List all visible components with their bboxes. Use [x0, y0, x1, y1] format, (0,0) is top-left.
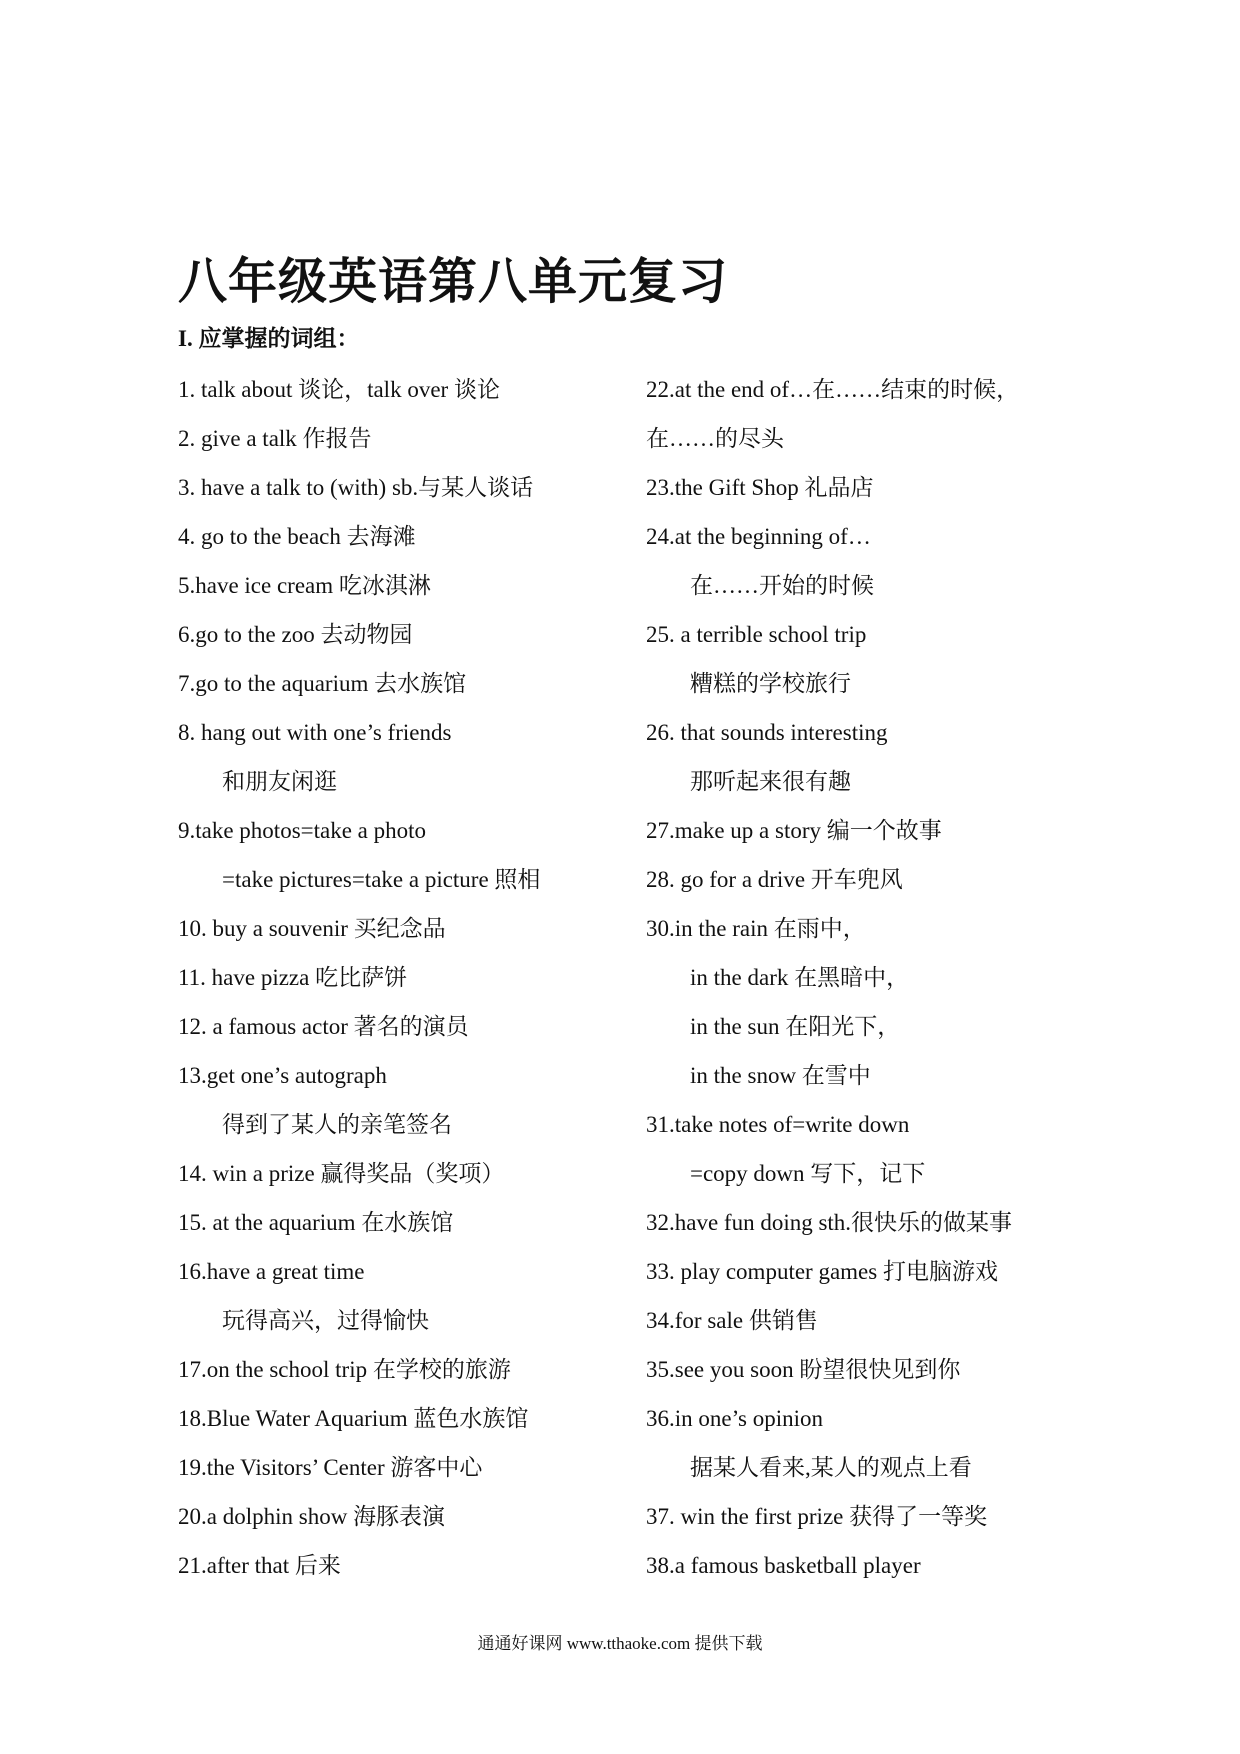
phrase-line: 得到了某人的亲笔签名	[222, 1112, 452, 1137]
phrase-line: 11. have pizza 吃比萨饼	[178, 965, 408, 990]
phrase-line: 28. go for a drive 开车兜风	[646, 867, 903, 892]
phrase-line: 37. win the first prize 获得了一等奖	[646, 1504, 988, 1529]
page-footer: 通通好课网 www.tthaoke.com 提供下载	[477, 1634, 763, 1653]
phrase-line: 21.after that 后来	[178, 1553, 341, 1578]
phrase-line: in the snow 在雪中	[690, 1063, 871, 1088]
phrase-line: 25. a terrible school trip	[646, 622, 867, 647]
phrase-line: 据某人看来,某人的观点上看	[690, 1455, 972, 1480]
phrase-line: 30.in the rain 在雨中，	[646, 916, 866, 941]
phrase-line: 16.have a great time	[178, 1259, 365, 1284]
phrase-line: 玩得高兴，过得愉快	[222, 1308, 429, 1333]
phrase-line: 31.take notes of=write down	[646, 1112, 910, 1137]
phrase-line: 12. a famous actor 著名的演员	[178, 1014, 469, 1039]
phrase-line: 32.have fun doing sth.很快乐的做某事	[646, 1210, 1013, 1235]
phrase-line: in the dark 在黑暗中，	[690, 965, 910, 990]
phrase-line: 9.take photos=take a photo	[178, 818, 427, 843]
phrase-line: 35.see you soon 盼望很快见到你	[646, 1357, 961, 1382]
phrase-line: 19.the Visitors’ Center 游客中心	[178, 1455, 483, 1480]
phrase-line: 15. at the aquarium 在水族馆	[178, 1210, 454, 1235]
phrase-line: 20.a dolphin show 海豚表演	[178, 1504, 446, 1529]
phrase-list-right	[646, 368, 1116, 1593]
phrase-line: in the sun 在阳光下，	[690, 1014, 901, 1039]
phrase-line: 在……的尽头	[646, 426, 784, 451]
phrase-line: 7.go to the aquarium 去水族馆	[178, 671, 467, 696]
phrase-line: 10. buy a souvenir 买纪念品	[178, 916, 446, 941]
phrase-line: 5.have ice cream 吃冰淇淋	[178, 573, 431, 598]
phrase-line: 22.at the end of…在……结束的时候，	[646, 377, 1020, 402]
phrase-line: 23.the Gift Shop 礼品店	[646, 475, 874, 500]
phrase-line: =take pictures=take a picture 照相	[222, 867, 541, 892]
document-title: 八年级英语第八单元复习	[178, 254, 729, 309]
phrase-list-left	[178, 368, 638, 1593]
phrase-line: 33. play computer games 打电脑游戏	[646, 1259, 998, 1284]
phrase-line: 4. go to the beach 去海滩	[178, 524, 416, 549]
phrase-line: 18.Blue Water Aquarium 蓝色水族馆	[178, 1406, 529, 1431]
phrase-line: 34.for sale 供销售	[646, 1308, 818, 1333]
phrase-line: 26. that sounds interesting	[646, 720, 888, 745]
phrase-line: 38.a famous basketball player	[646, 1553, 921, 1578]
phrase-line: 27.make up a story 编一个故事	[646, 818, 942, 843]
phrase-line: 3. have a talk to (with) sb.与某人谈话	[178, 475, 534, 500]
phrase-line: 24.at the beginning of…	[646, 524, 871, 549]
section-heading: I. 应掌握的词组：	[178, 326, 360, 351]
phrase-line: 1. talk about 谈论，talk over 谈论	[178, 377, 500, 402]
phrase-line: 17.on the school trip 在学校的旅游	[178, 1357, 511, 1382]
phrase-line: 36.in one’s opinion	[646, 1406, 823, 1431]
phrase-line: 糟糕的学校旅行	[690, 671, 851, 696]
phrase-line: 14. win a prize 赢得奖品（奖项）	[178, 1161, 505, 1186]
phrase-line: 6.go to the zoo 去动物园	[178, 622, 413, 647]
phrase-line: 8. hang out with one’s friends	[178, 720, 452, 745]
phrase-line: 和朋友闲逛	[222, 769, 337, 794]
phrase-line: =copy down 写下，记下	[690, 1161, 926, 1186]
phrase-line: 那听起来很有趣	[690, 769, 851, 794]
phrase-line: 2. give a talk 作报告	[178, 426, 372, 451]
phrase-line: 在……开始的时候	[690, 573, 874, 598]
phrase-line: 13.get one’s autograph	[178, 1063, 387, 1088]
